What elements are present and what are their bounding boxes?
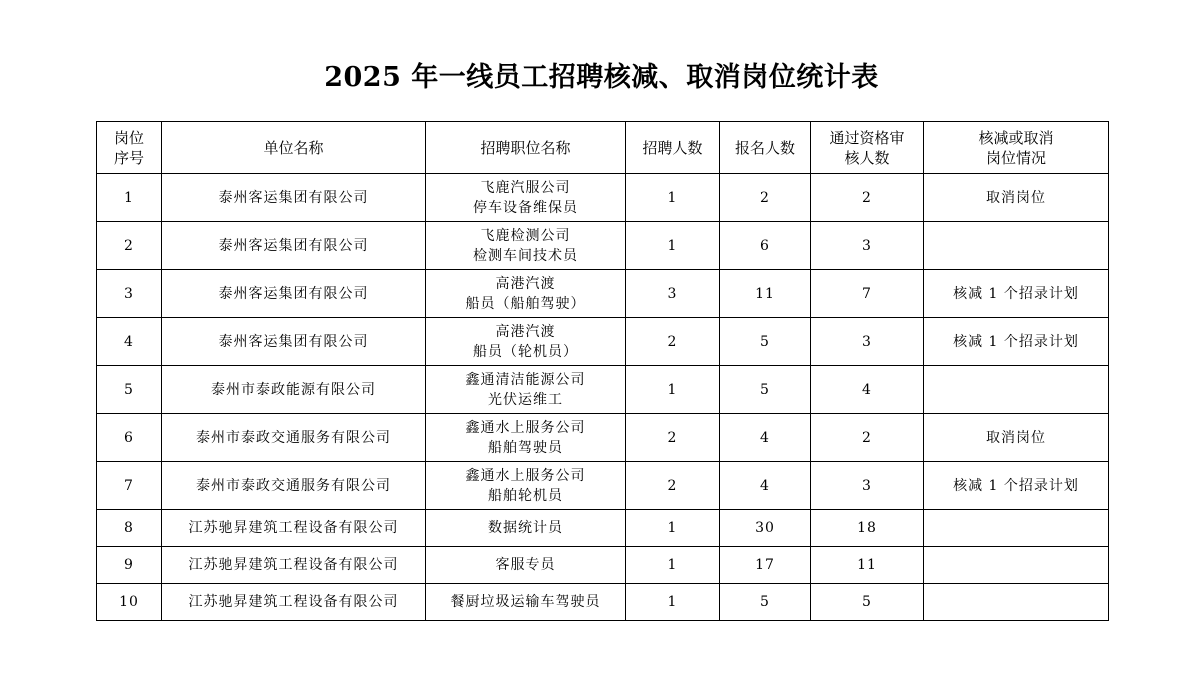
cell-applied: 30: [720, 510, 811, 547]
cell-status: 核减 1 个招录计划: [924, 318, 1109, 366]
cell-applied: 6: [720, 222, 811, 270]
table-row: [97, 547, 1109, 584]
cell-applied: 4: [720, 414, 811, 462]
cell-position: 高港汽渡 船员（轮机员）: [426, 318, 626, 366]
cell-hire: 1: [626, 174, 720, 222]
table-row: [97, 222, 1109, 270]
cell-passed: 2: [811, 174, 924, 222]
cell-hire: 1: [626, 584, 720, 621]
cell-seq: 5: [97, 366, 162, 414]
cell-position: 鑫通清洁能源公司 光伏运维工: [426, 366, 626, 414]
table-row: [97, 366, 1109, 414]
cell-hire: 3: [626, 270, 720, 318]
cell-applied: 5: [720, 584, 811, 621]
table-row: [97, 270, 1109, 318]
cell-seq: 6: [97, 414, 162, 462]
cell-unit: 江苏驰昇建筑工程设备有限公司: [162, 584, 426, 621]
cell-status: [924, 584, 1109, 621]
cell-seq: 4: [97, 318, 162, 366]
cell-status: [924, 510, 1109, 547]
header-hire-count: 招聘人数: [626, 122, 720, 174]
cell-passed: 18: [811, 510, 924, 547]
cell-unit: 泰州市泰政能源有限公司: [162, 366, 426, 414]
header-position: 招聘职位名称: [426, 122, 626, 174]
cell-unit: 江苏驰昇建筑工程设备有限公司: [162, 547, 426, 584]
statistics-table: [96, 121, 1109, 621]
cell-unit: 江苏驰昇建筑工程设备有限公司: [162, 510, 426, 547]
cell-position: 客服专员: [426, 547, 626, 584]
cell-status: 核减 1 个招录计划: [924, 462, 1109, 510]
cell-passed: 11: [811, 547, 924, 584]
header-status: 核减或取消 岗位情况: [924, 122, 1109, 174]
table-row: [97, 584, 1109, 621]
cell-hire: 2: [626, 462, 720, 510]
cell-position: 数据统计员: [426, 510, 626, 547]
table-row: [97, 414, 1109, 462]
cell-passed: 3: [811, 318, 924, 366]
cell-passed: 2: [811, 414, 924, 462]
cell-applied: 4: [720, 462, 811, 510]
cell-position: 飞鹿汽服公司 停车设备维保员: [426, 174, 626, 222]
cell-unit: 泰州客运集团有限公司: [162, 270, 426, 318]
cell-seq: 9: [97, 547, 162, 584]
cell-applied: 5: [720, 366, 811, 414]
cell-position: 飞鹿检测公司 检测车间技术员: [426, 222, 626, 270]
header-passed-count: 通过资格审 核人数: [811, 122, 924, 174]
header-unit: 单位名称: [162, 122, 426, 174]
cell-seq: 1: [97, 174, 162, 222]
cell-unit: 泰州市泰政交通服务有限公司: [162, 414, 426, 462]
cell-passed: 3: [811, 222, 924, 270]
cell-hire: 1: [626, 547, 720, 584]
cell-status: 取消岗位: [924, 174, 1109, 222]
cell-applied: 11: [720, 270, 811, 318]
cell-applied: 2: [720, 174, 811, 222]
cell-position: 鑫通水上服务公司 船舶驾驶员: [426, 414, 626, 462]
cell-applied: 5: [720, 318, 811, 366]
cell-status: 核减 1 个招录计划: [924, 270, 1109, 318]
cell-passed: 4: [811, 366, 924, 414]
table-row: [97, 174, 1109, 222]
header-applied-count: 报名人数: [720, 122, 811, 174]
table-row: [97, 318, 1109, 366]
cell-status: [924, 366, 1109, 414]
cell-position: 鑫通水上服务公司 船舶轮机员: [426, 462, 626, 510]
table-row: [97, 510, 1109, 547]
cell-status: [924, 222, 1109, 270]
cell-applied: 17: [720, 547, 811, 584]
cell-status: 取消岗位: [924, 414, 1109, 462]
cell-position: 餐厨垃圾运输车驾驶员: [426, 584, 626, 621]
cell-seq: 8: [97, 510, 162, 547]
cell-seq: 3: [97, 270, 162, 318]
cell-position: 高港汽渡 船员（船舶驾驶）: [426, 270, 626, 318]
cell-seq: 7: [97, 462, 162, 510]
cell-hire: 1: [626, 222, 720, 270]
header-seq: 岗位 序号: [97, 122, 162, 174]
cell-hire: 2: [626, 318, 720, 366]
cell-unit: 泰州客运集团有限公司: [162, 174, 426, 222]
cell-unit: 泰州客运集团有限公司: [162, 222, 426, 270]
table-row: [97, 462, 1109, 510]
cell-unit: 泰州客运集团有限公司: [162, 318, 426, 366]
cell-passed: 3: [811, 462, 924, 510]
cell-unit: 泰州市泰政交通服务有限公司: [162, 462, 426, 510]
cell-seq: 10: [97, 584, 162, 621]
page-title: 2025 年一线员工招聘核减、取消岗位统计表: [324, 62, 879, 93]
cell-passed: 5: [811, 584, 924, 621]
cell-passed: 7: [811, 270, 924, 318]
cell-status: [924, 547, 1109, 584]
cell-hire: 2: [626, 414, 720, 462]
cell-hire: 1: [626, 366, 720, 414]
cell-seq: 2: [97, 222, 162, 270]
table-header-row: [97, 122, 1109, 174]
cell-hire: 1: [626, 510, 720, 547]
